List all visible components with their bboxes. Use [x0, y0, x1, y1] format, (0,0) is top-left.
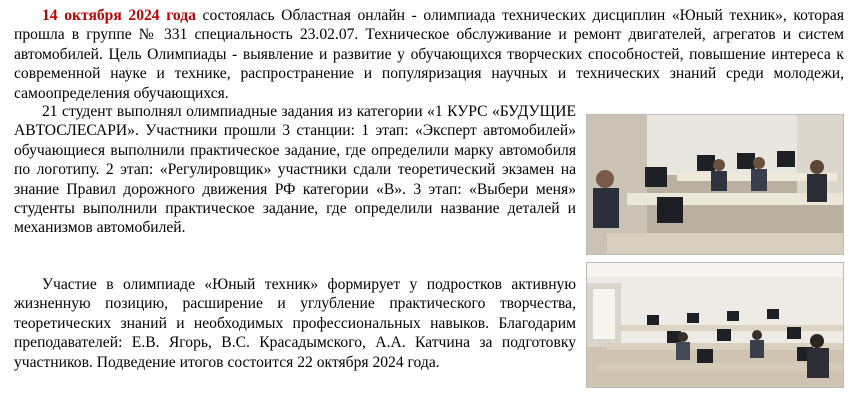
olympiad-stages-paragraph: 21 студент выполнял олимпиадные задания из категории «1 КУРС «БУДУЩИЕ АВТОСЛЕСАРИ». Участники прошли 3 станции: 1 этап: «Эксперт автомобилей» обучающиеся выполнили практическое задание, где определили марку автомобиля по логотипу. 2 этап: «Регулировщик» участники сдали теоретический экзамен на знание Правил дорожного движения РФ категории «В». 3 этап: «Выбери меня» студенты выполнили практическое задание, где определили название деталей и механизмов автомобилей. — [14, 103, 576, 237]
conclusion-paragraph: Участие в олимпиаде «Юный техник» формирует у подростков активную жизненную позицию, расширение и углубление практического творчества, теоретических знаний и необходимых профессиональных навыков. Благодарим преподавателей: Е.В. Ягорь, В.С. Красадымского, А.А. Катчина за подготовку участников. Подведение итогов состоится 22 октября 2024 года. — [14, 276, 576, 371]
event-date: 14 октября 2024 года — [42, 7, 196, 24]
classroom-photo-1 — [586, 114, 844, 255]
classroom-photo-2 — [586, 262, 844, 388]
intro-text: состоялась Областная онлайн - олимпиада технических дисциплин «Юный техник», которая прошла в группе № 331 специальность 23.02.07. Техническое обслуживание и ремонт двигателей, агрегатов и систем автомобилей. Цель Олимпиады - выявление и развитие у обучающихся творческих способностей, повышение интереса к современной науке и технике, распространение и популяризация научных и технических знаний среди молодежи, самоопределения обучающихся. — [14, 7, 844, 102]
intro-paragraph — [14, 6, 844, 103]
